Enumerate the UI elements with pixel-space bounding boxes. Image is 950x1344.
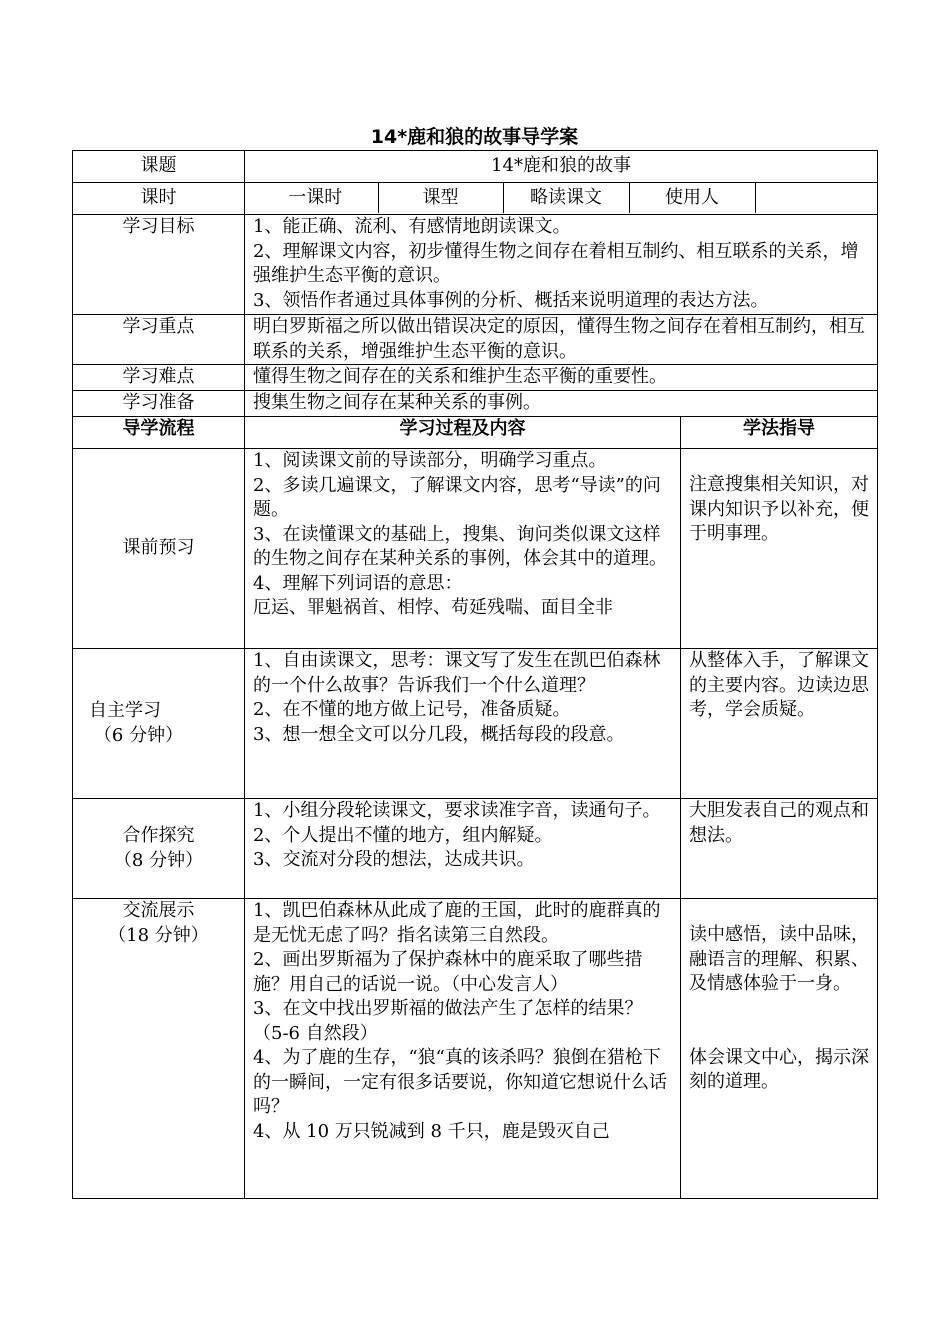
guide-line: 读中感悟，读中品味，融语言的理解、积累、及情感体验于一身。 — [689, 924, 869, 994]
stage-line: 1、小组分段轮读课文，要求读准字音，读通句子。 — [253, 800, 661, 821]
meta-cell — [245, 183, 878, 215]
process-header: 学习过程及内容 — [245, 417, 681, 449]
header-row — [73, 417, 878, 449]
stage-line: 2、多读几遍课文，了解课文内容，思考“导读”的问题。 — [253, 474, 661, 520]
key-points-label: 学习重点 — [73, 315, 245, 365]
stage-content — [245, 899, 681, 1199]
key-points-content: 明白罗斯福之所以做出错误决定的原因，懂得生物之间存在着相互制约，相互联系的关系，增强维护生态平衡的意识。 — [245, 315, 878, 365]
goals-row — [73, 215, 878, 315]
stage-guide — [681, 449, 878, 649]
preparation-row — [73, 391, 878, 417]
stage-duration: （8 分钟） — [113, 849, 204, 871]
goals-content — [245, 215, 878, 315]
stage-line: 3、交流对分段的想法，达成共识。 — [253, 849, 535, 870]
key-points-row — [73, 315, 878, 365]
meta-inner-table — [253, 183, 886, 213]
type-value: 略读课文 — [503, 183, 629, 213]
guide-line: 体会课文中心，揭示深刻的道理。 — [689, 1046, 869, 1092]
stage-line: 2、在不懂的地方做上记号，准备质疑。 — [253, 699, 571, 720]
stage-label — [73, 649, 245, 799]
stage-line: 4、从 10 万只锐减到 8 千只，鹿是毁灭自己 — [253, 1120, 610, 1142]
guide-spacer — [689, 997, 869, 1046]
goal-line: 3、领悟作者通过具体事例的分析、概括来说明道理的表达方法。 — [253, 289, 769, 311]
stage-line: 1、阅读课文前的导读部分，明确学习重点。 — [253, 450, 607, 471]
guide-line: 注意搜集相关知识，对课内知识予以补充，便于明事理。 — [689, 474, 869, 544]
stage-duration: （18 分钟） — [108, 924, 209, 946]
preparation-content: 搜集生物之间存在某种关系的事例。 — [245, 391, 878, 417]
topic-label: 课题 — [73, 151, 245, 183]
stage-line: 4、理解下列词语的意思： — [253, 572, 463, 594]
user-value — [755, 183, 886, 213]
method-header: 学法指导 — [681, 417, 878, 449]
page-title: 14*鹿和狼的故事导学案 — [370, 126, 579, 148]
type-label: 课型 — [378, 183, 503, 213]
stage-content — [245, 799, 681, 899]
stage-guide — [681, 899, 878, 1199]
stage-name: 交流展示 — [122, 900, 195, 921]
stage-row-presentation — [73, 899, 878, 1199]
stage-line: 2、画出罗斯福为了保护森林中的鹿采取了哪些措施？用自己的话说一说。（中心发言人） — [253, 949, 643, 995]
stage-line: 1、自由读课文，思考：课文写了发生在凯巴伯森林的一个什么故事？告诉我们一个什么道理？ — [253, 650, 661, 696]
difficulty-row — [73, 365, 878, 391]
stage-content — [245, 449, 681, 649]
stage-guide — [681, 799, 878, 899]
stage-label — [73, 449, 245, 649]
goal-line: 1、能正确、流利、有感情地朗读课文。 — [253, 216, 571, 237]
stage-line: 3、在读懂课文的基础上，搜集、询问类似课文这样的生物之间存在某种关系的事例，体会其中的道理。 — [253, 523, 667, 569]
stage-line: 3、想一想全文可以分几段，概括每段的段意。 — [253, 723, 625, 745]
guide-line: 大胆发表自己的观点和想法。 — [689, 800, 869, 846]
stage-row-cooperation — [73, 799, 878, 899]
stage-row-preview — [73, 449, 878, 649]
topic-value: 14*鹿和狼的故事 — [245, 151, 878, 183]
difficulty-content: 懂得生物之间存在的关系和维护生态平衡的重要性。 — [245, 365, 878, 391]
stage-line: 厄运、罪魁祸首、相悖、苟延残喘、面目全非 — [253, 597, 613, 618]
lesson-plan-table — [72, 150, 878, 1199]
topic-row — [73, 151, 878, 183]
stage-label — [73, 799, 245, 899]
difficulty-label: 学习难点 — [73, 365, 245, 391]
stage-duration: （6 分钟） — [93, 724, 184, 746]
stage-name: 合作探究 — [122, 825, 195, 846]
goals-label: 学习目标 — [73, 215, 245, 315]
goal-line: 2、理解课文内容，初步懂得生物之间存在着相互制约、相互联系的关系，增强维护生态平衡的意识。 — [253, 240, 859, 286]
stage-row-self-study — [73, 649, 878, 799]
stage-line: 3、在文中找出罗斯福的做法产生了怎样的结果？（5-6 自然段） — [253, 998, 643, 1044]
preparation-label: 学习准备 — [73, 391, 245, 417]
guide-line: 从整体入手，了解课文的主要内容。边读边思考，学会质疑。 — [689, 650, 869, 720]
stage-line: 2、个人提出不懂的地方，组内解疑。 — [253, 824, 553, 846]
period-label: 课时 — [73, 183, 245, 215]
stage-name: 自主学习 — [89, 700, 161, 721]
stage-line: 4、为了鹿的生存，“狼“真的该杀吗？狼倒在猎枪下的一瞬间，一定有很多话要说，你知道它想说什么话吗？ — [253, 1047, 667, 1117]
stage-label — [73, 899, 245, 1199]
period-value: 一课时 — [253, 183, 378, 213]
stage-line: 1、凯巴伯森林从此成了鹿的王国，此时的鹿群真的是无忧无虑了吗？指名读第三自然段。 — [253, 900, 661, 946]
flow-header: 导学流程 — [73, 417, 245, 449]
stage-guide — [681, 649, 878, 799]
meta-row — [73, 183, 878, 215]
stage-name: 课前预习 — [122, 537, 195, 559]
stage-content — [245, 649, 681, 799]
user-label: 使用人 — [629, 183, 755, 213]
